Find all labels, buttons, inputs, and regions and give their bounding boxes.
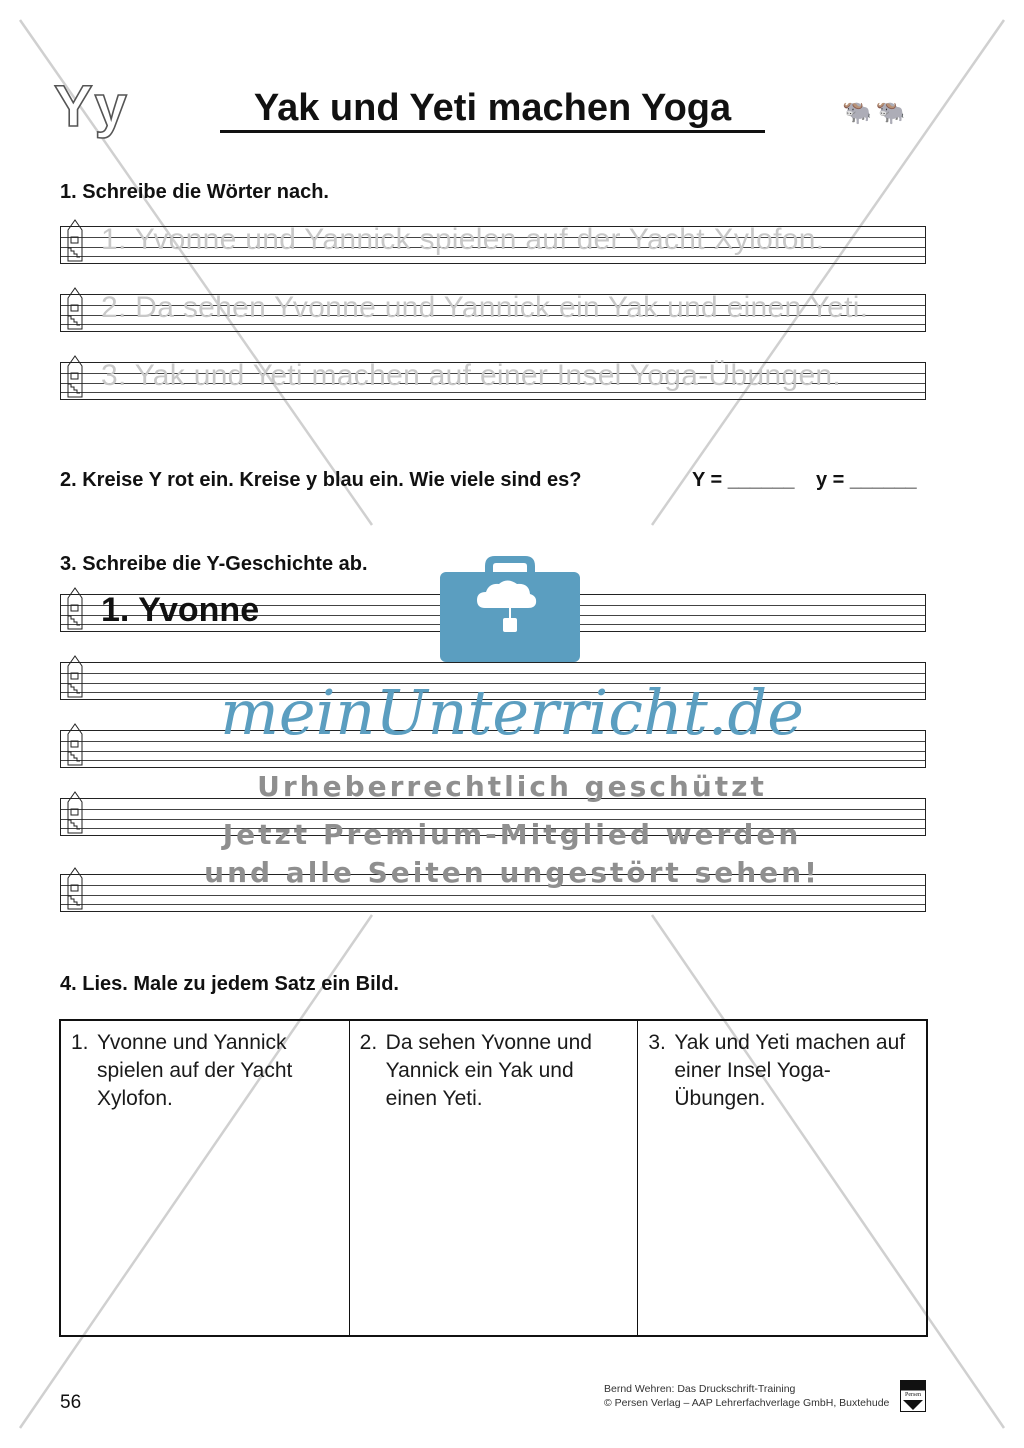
model-text: 1. Yvonne <box>101 591 260 629</box>
briefcase-cloud-icon <box>437 552 583 664</box>
trace-text-2: 2. Da sehen Yvonne und Yannick ein Yak und einen Yeti. <box>101 291 869 324</box>
credit-line-2: © Persen Verlag – AAP Lehrerfachverlage GmbH, Buxtehude <box>604 1397 890 1409</box>
house-icon <box>67 866 83 910</box>
task4-heading: 4. Lies. Male zu jedem Satz ein Bild. <box>60 973 399 995</box>
house-icon <box>67 586 83 630</box>
letter-mark: Yy <box>54 74 129 139</box>
page-number: 56 <box>60 1392 82 1413</box>
house-icon <box>67 790 83 834</box>
drawing-cell-3[interactable]: 3. Yak und Yeti machen auf einer Insel Yoga-Übungen. <box>638 1021 926 1335</box>
house-icon <box>67 286 83 330</box>
count-upper-y[interactable]: Y = ______ <box>692 469 795 491</box>
watermark-line-2: Jetzt Premium-Mitglied werden <box>222 818 802 851</box>
publisher-logo <box>900 1380 926 1412</box>
count-lower-y[interactable]: y = ______ <box>816 469 917 491</box>
task2-heading: 2. Kreise Y rot ein. Kreise y blau ein. Wie viele sind es? <box>60 469 582 491</box>
house-icon <box>67 354 83 398</box>
trace-text-3: 3. Yak und Yeti machen auf einer Insel Yoga-Übungen. <box>101 359 842 392</box>
cell-text-3: Yak und Yeti machen auf einer Insel Yoga-Übungen. <box>674 1031 906 1110</box>
watermark-brand: meinUnterricht.de <box>220 676 804 749</box>
yak-icons: 🐃🐃 <box>842 99 910 126</box>
drawing-cell-2[interactable]: 2. Da sehen Yvonne und Yannick ein Yak und einen Yeti. <box>350 1021 639 1335</box>
trace-line-1[interactable] <box>60 223 926 264</box>
house-icon <box>67 722 83 766</box>
credits <box>604 1382 889 1410</box>
house-icon <box>67 654 83 698</box>
page-title: Yak und Yeti machen Yoga <box>220 86 765 133</box>
svg-text:Persen: Persen <box>905 1392 921 1398</box>
trace-line-3[interactable] <box>60 359 926 400</box>
credit-line-1: Bernd Wehren: Das Druckschrift-Training <box>604 1383 796 1395</box>
watermark-line-3: und alle Seiten ungestört sehen! <box>204 856 820 889</box>
drawing-cell-1[interactable]: 1. Yvonne und Yannick spielen auf der Yacht Xylofon. <box>61 1021 350 1335</box>
house-icon <box>67 218 83 262</box>
watermark-line-1: Urheberrechtlich geschützt <box>257 770 767 803</box>
task1-heading: 1. Schreibe die Wörter nach. <box>60 181 329 203</box>
drawing-table <box>59 1019 928 1337</box>
task3-heading: 3. Schreibe die Y-Geschichte ab. <box>60 553 368 575</box>
trace-line-2[interactable] <box>60 291 926 332</box>
trace-text-1: 1. Yvonne und Yannick spielen auf der Yacht Xylofon. <box>101 223 825 256</box>
cell-text-1: Yvonne und Yannick spielen auf der Yacht Xylofon. <box>97 1031 293 1110</box>
cell-text-2: Da sehen Yvonne und Yannick ein Yak und einen Yeti. <box>385 1031 592 1110</box>
